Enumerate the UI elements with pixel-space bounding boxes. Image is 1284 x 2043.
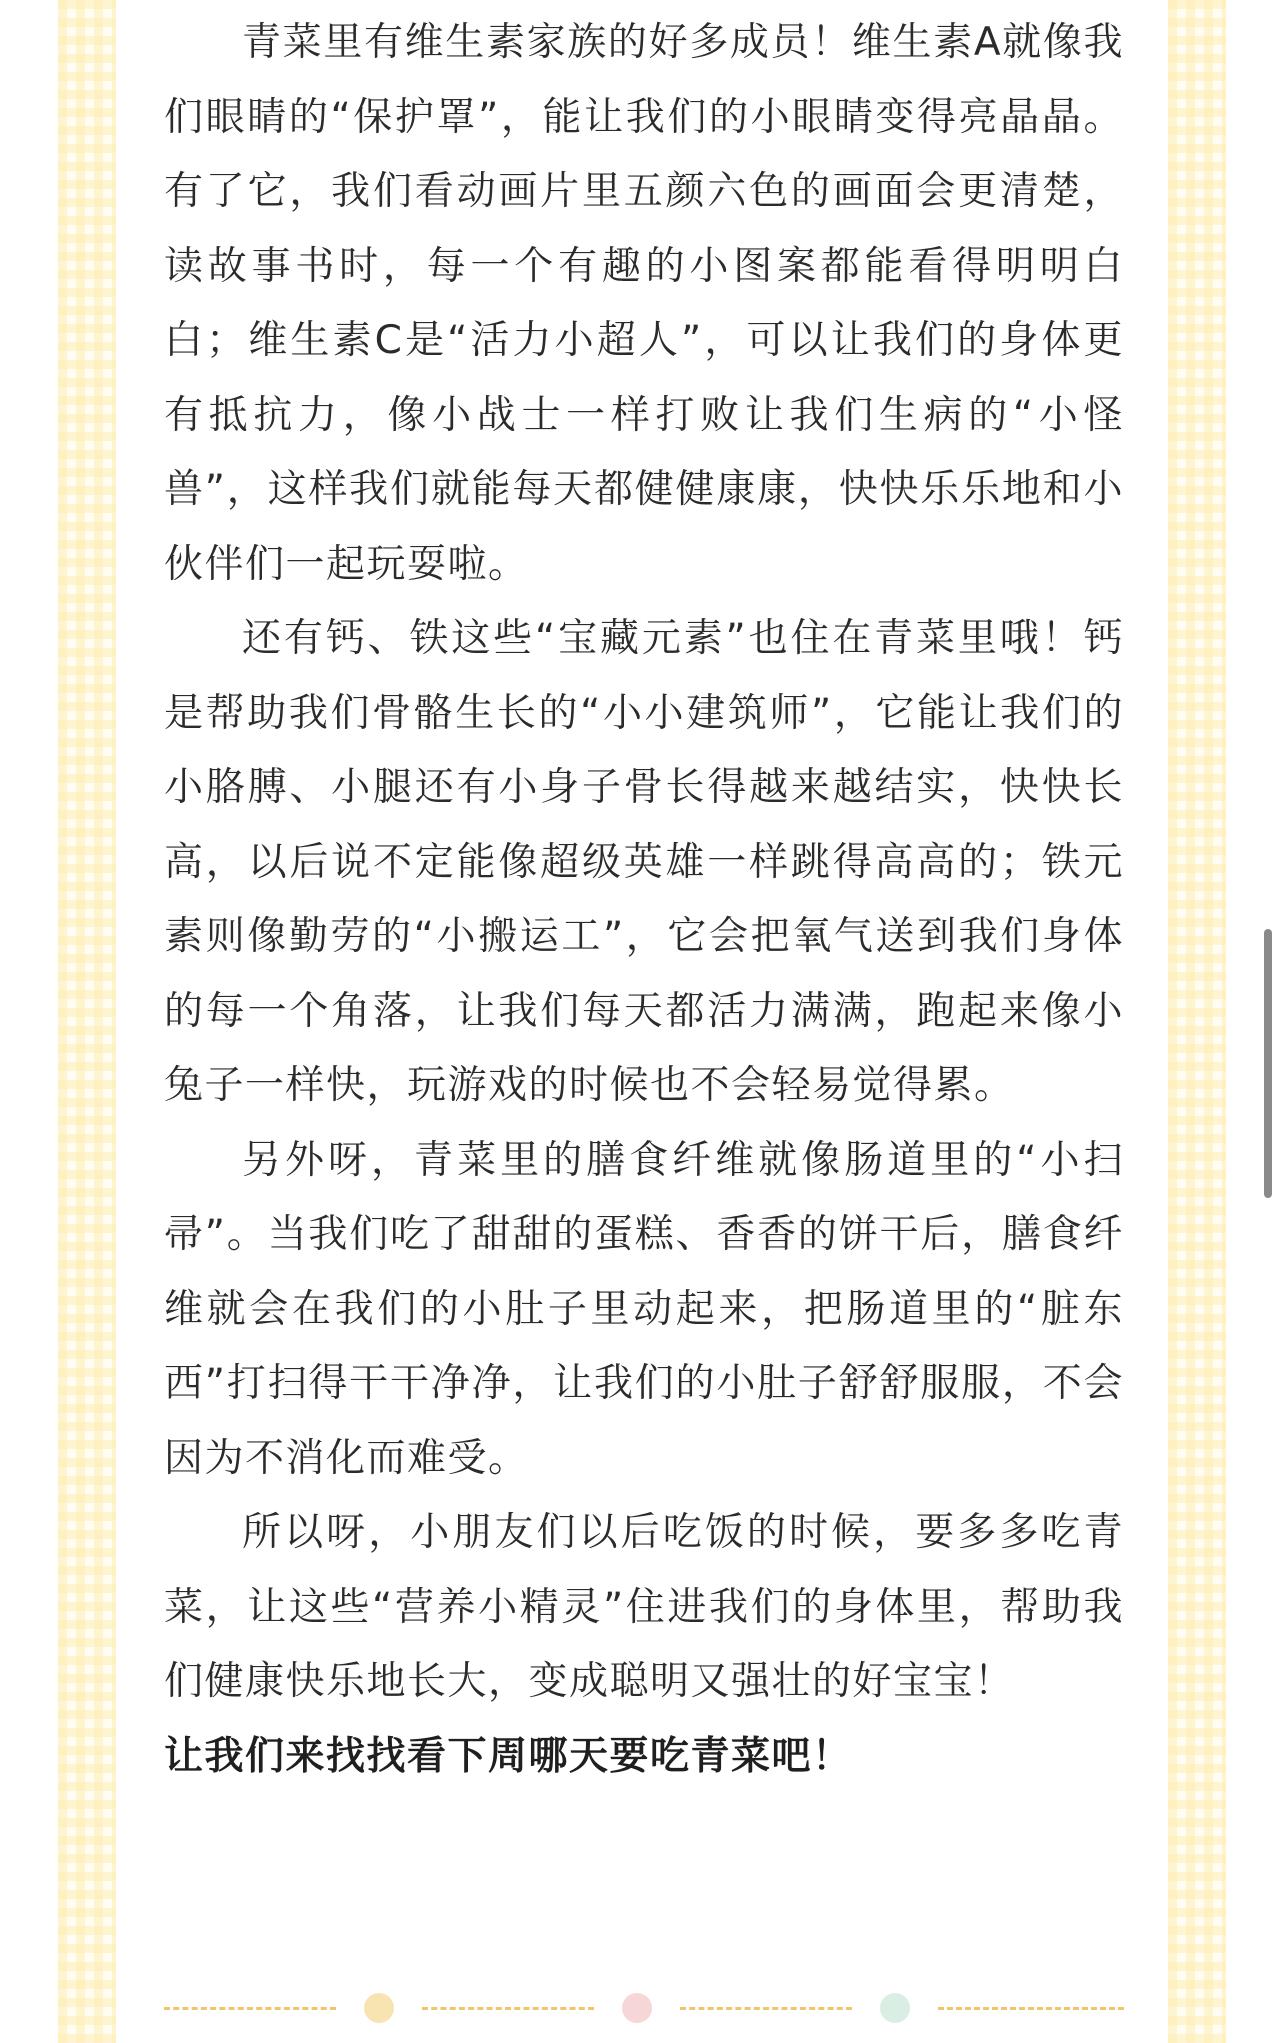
checkered-border-left: [58, 0, 116, 2043]
paragraph-vitamins: 青菜里有维生素家族的好多成员！维生素A就像我们眼睛的“保护罩”，能让我们的小眼睛变得亮晶晶。有了它，我们看动画片里五颜六色的画面会更清楚，读故事书时，每一个有趣的小图案都能看得明明白白；维生素C是“活力小超人”，可以让我们的身体更有抵抗力，像小战士一样打败让我们生病的“小怪兽”，这样我们就能每天都健健康康，快快乐乐地和小伙伴们一起玩耍啦。: [164, 20, 1124, 587]
vertical-scrollbar[interactable]: [1264, 929, 1272, 1198]
divider-dash: [422, 2007, 594, 2010]
divider-dot-green: [880, 1993, 910, 2023]
paragraph-fiber: 另外呀，青菜里的膳食纤维就像肠道里的“小扫帚”。当我们吃了甜甜的蛋糕、香香的饼干后，膳食纤维就会在我们的小肚子里动起来，把肠道里的“脏东西”打扫得干干净净，让我们的小肚子舒舒服服，不会因为不消化而难受。: [164, 1137, 1124, 1481]
divider-dash: [164, 2007, 336, 2010]
paragraph-conclusion: 所以呀，小朋友们以后吃饭的时候，要多多吃青菜，让这些“营养小精灵”住进我们的身体里，帮助我们健康快乐地长大，变成聪明又强壮的好宝宝！: [164, 1510, 1124, 1704]
decorative-divider: [164, 1993, 1124, 2023]
divider-dot-yellow: [364, 1993, 394, 2023]
closing-call-to-action: 让我们来找找看下周哪天要吃青菜吧！: [164, 1733, 853, 1779]
divider-dash: [938, 2007, 1124, 2010]
checkered-border-right: [1168, 0, 1226, 2043]
divider-dot-pink: [622, 1993, 652, 2023]
paragraph-minerals: 还有钙、铁这些“宝藏元素”也住在青菜里哦！钙是帮助我们骨骼生长的“小小建筑师”，它能让我们的小胳膊、小腿还有小身子骨长得越来越结实，快快长高，以后说不定能像超级英雄一样跳得高高的；铁元素则像勤劳的“小搬运工”，它会把氧气送到我们身体的每一个角落，让我们每天都活力满满，跑起来像小兔子一样快，玩游戏的时候也不会轻易觉得累。: [164, 616, 1124, 1108]
article-body: [164, 6, 1124, 1794]
divider-dash: [680, 2007, 852, 2010]
